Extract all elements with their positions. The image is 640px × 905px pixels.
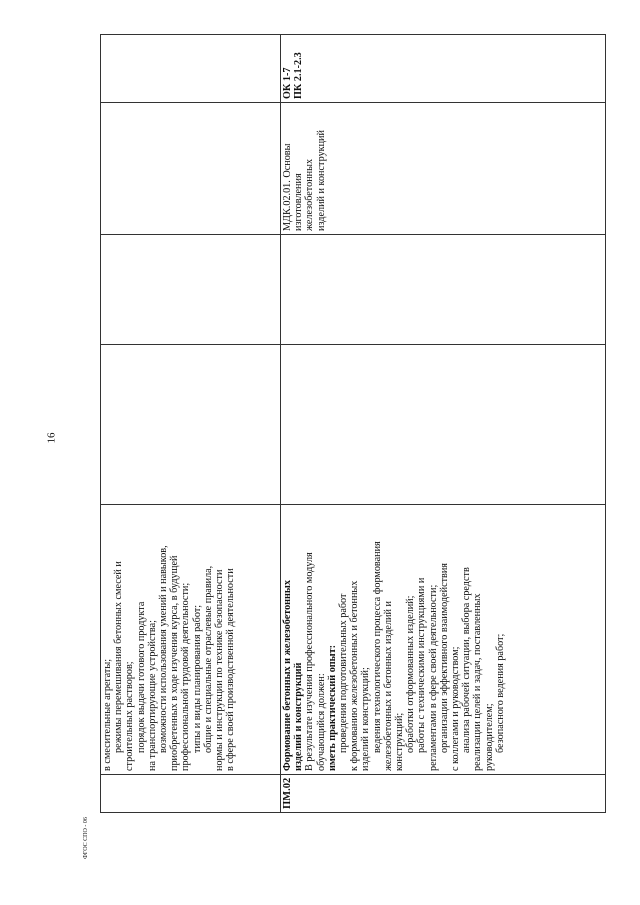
footer-code: ФГОС СПО - 06 <box>82 817 89 859</box>
content-line: руководителем; <box>483 703 495 771</box>
content-line: строительных растворов; <box>124 661 136 771</box>
mdk-cell <box>281 103 606 235</box>
content-line: безопасного ведения работ; <box>494 633 506 753</box>
content-line: проведения подготовительных работ <box>338 593 350 753</box>
content-line: в сфере своей производственной деятельности <box>225 568 237 771</box>
content-line: порядок выдачи готового продукта <box>135 601 147 753</box>
curriculum-table <box>100 34 606 813</box>
content-line: режимы перемешивания бетонных смесей и <box>113 561 125 753</box>
content-line: изделий и конструкций <box>293 662 305 771</box>
content-line: к формованию железобетонных и бетонных <box>349 580 361 771</box>
content-line: организации эффективного взаимодействия <box>438 563 450 753</box>
table-row <box>281 35 606 813</box>
content-line: обработки отформованных изделий; <box>405 595 417 753</box>
content-line: общие и специальные отраслевые правила, <box>202 565 214 753</box>
content-line: приобретенных в ходе изучения курса, в будущей <box>169 555 181 771</box>
mdk-line: изделий и конструкций <box>315 130 327 231</box>
content-line: регламентами в сфере своей деятельности; <box>427 584 439 771</box>
content-line: железобетонных и бетонных изделий и <box>382 601 394 771</box>
content-line: изделий и конструкций; <box>360 667 372 771</box>
mdk-cell <box>101 103 281 235</box>
content-line: реализации целей и задач, поставленных <box>472 593 484 771</box>
content-line: профессиональной трудовой деятельности; <box>180 582 192 771</box>
content-line: работы с техническими инструкциями и <box>416 577 428 753</box>
content-cell <box>101 505 281 775</box>
content-line: Формование бетонных и железобетонных <box>282 580 293 771</box>
hours-cell <box>281 345 606 505</box>
mdk-line: железобетонных <box>304 158 316 231</box>
mdk-line: изготовления <box>293 173 305 231</box>
pk-codes: ПК 2.1-2.3 <box>293 52 305 99</box>
rotated-table-frame <box>100 35 605 813</box>
code-cell <box>101 775 281 813</box>
content-line: обучающийся должен: <box>315 673 327 771</box>
content-line: ведения технологического процесса формования <box>371 541 383 753</box>
hours-cell <box>101 345 281 505</box>
module-code: ПМ.02 <box>282 777 293 809</box>
ok-codes: ОК 1-7 <box>282 67 293 99</box>
hours-cell <box>281 235 606 345</box>
content-line: анализа рабочей ситуации, выбора средств <box>461 567 473 753</box>
content-line: в смесительные агрегаты; <box>102 658 113 771</box>
content-line: с коллегами и руководством; <box>450 646 462 771</box>
page-number: 16 <box>45 432 58 444</box>
content-line: возможности использования умений и навыков, <box>158 545 170 753</box>
competency-cell <box>101 35 281 103</box>
content-line: нормы и инструкции по технике безопасности <box>214 569 226 771</box>
mdk-line: МДК.02.01. Основы <box>282 143 293 231</box>
content-line: В результате изучения профессионального модуля <box>304 552 316 771</box>
competency-cell <box>281 35 606 103</box>
content-line: иметь практический опыт: <box>326 644 338 771</box>
code-cell <box>281 775 606 813</box>
table-row <box>101 35 281 813</box>
content-line: типы и виды планирования работ; <box>191 604 203 753</box>
hours-cell <box>101 235 281 345</box>
content-line: конструкций; <box>394 712 406 771</box>
landscape-table <box>100 35 605 813</box>
content-line: на транспортирующие устройства; <box>146 620 158 771</box>
content-cell <box>281 505 606 775</box>
